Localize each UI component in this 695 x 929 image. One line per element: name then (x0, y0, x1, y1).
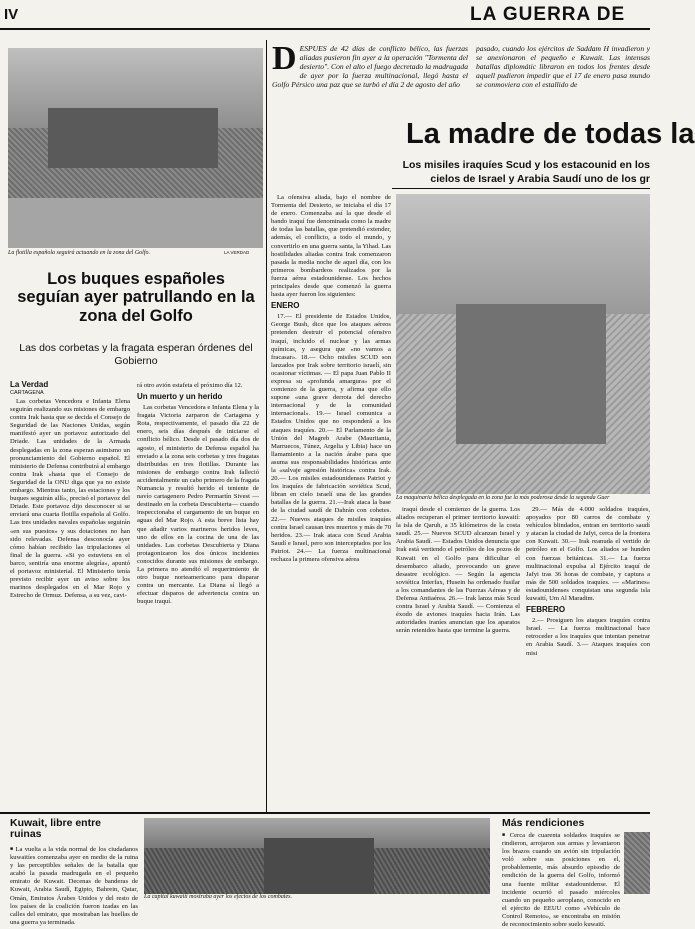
surrender-body (502, 832, 620, 929)
main-column-1 (271, 194, 391, 800)
spanish-fleet-credit: LA VERDAD (224, 250, 250, 255)
main-deck: Los misiles iraquíes Scud y los estacounid en los cielos de Israel y Arabia Saudí uno de los gr (402, 159, 650, 185)
surrender-body-text: ■ Cerca de cuarenta soldados iraquíes se rindieron, arrojaron sus armas y levantaron los brazos cuando un avión sin tripulación voló sobre sus posiciones en el, probablemente, más absurdo episodio de rendición de la guerra del Golfo, informó una fuente militar estadounidense. El incidente ocurrió el pasado miércoles cuando un pequeño aeroplano, conocido en el ejército de EEUU como «Vehículo de Control Remoto», se encontraba en misión de reconocimiento sobre suelo kuwaití. (502, 832, 620, 929)
spanish-fleet-caption: La flotilla española seguirá actuando en la zona del Golfo. (8, 250, 150, 256)
lead-intro-continued: pasado, cuando los ejércitos de Saddam H invadieron y se anexionaron el pequeño e Kuwait. Las intensas batallas diplomátic libraron en todos los frentes desde aquell pudieron impedir que el 17 de enero pasa mundo se conmoviera con el estallido de (476, 44, 650, 89)
kuwait-city-photo (144, 818, 490, 894)
kuwait-body-text: ■ La vuelta a la vida normal de los ciudadanos kuwaitíes comenzaba ayer en medio de la ruina y las perceptibles señales de la batalla que acabó la pasada madrugada en el pequeño emirato de Kuwait. Decenas de banderas de Kuwait, Arabia Saudí, Egipto, Bahrein, Qatar, Omán, Emiratos Árabes Unidos y del resto de los países de la coalición fueron izadas en las calles del emirato, que mostraban las huellas de una guerra ya terminada. (10, 846, 138, 927)
kuwait-headline: Kuwait, libre entre ruinas (10, 817, 102, 840)
spain-byline: La Verdad (10, 380, 49, 389)
surrender-headline: Más rendiciones (502, 817, 585, 829)
main-col1-text: La ofensiva aliada, bajo el nombre de Tormenta del Desierto, se iniciaba el día 17 de enero. Comenzaba así la que desde el bando iraquí fue denominada como la madre de todas las batallas, que pretendió extender, además, el conflicto, a todo el mundo, y convertirlo en una guerra santa, la Yihad. Las hostilidades aliadas contra Irak comenzaron pasada la media noche de aquel día, con los primeros bombardeos realizados por la fuerza aérea estadounidense. Los hechos principales desde que comenzó la guerra hasta ayer fueron los siguientes: (271, 194, 391, 299)
surrender-photo (624, 832, 650, 894)
section-title: LA GUERRA DE (470, 4, 626, 25)
main-col3-feb-text: 2.— Prosiguen los ataques iraquíes contra Israel. — La fuerza multinacional hace retroceder a los iraquíes que intentan penetrar en Arabia Saudí. 3.— Ataques iraquíes con misi (526, 617, 650, 657)
main-col1-events: 17.— El presidente de Estados Unidos, George Bush, dice que los ataques aéreos pretenden destruir el potencial ofensivo iraquí, incluido el nuclear y las armas químicas, y asegura que «no vamos a fracasar». 18.— Ocho misiles SCUD son lanzados por Irak sobre territorio israelí, sin ocasionar víctimas. — El papa Juan Pablo II expresa su «profunda amargura» por el comienzo de la guerra, y afirma que ello supone «una grave derrota del derecho internacional y de la comunidad internacional». 19.— Israel comunica a Estados Unidos que no responderá a los ataques iraquíes. 20.— El Parlamento de la Unión del Magreb Arabe (Mauritania, Marruecos, Túnez, Argelia y Libia) hace un llamamiento a la nación árabe para que asuma sus responsabilidades históricas ante la «salvaje agresión histórica» contra Irak. 20.— Los misiles estadounidenses Patriot y los iraquíes de fabricación soviética Scud, libran en cielo israelí una de las grandes batallas de la guerra. 21.—Irak ataca la base de la ciudad saudí de Dahrán con cohetes. 22.— Nuevos ataques de misiles iraquíes contra Israel causan tres muertos y más de 70 heridos. 23.— Irak ataca con Scud Arabia Saudí e Israel, pero son interceptados por los Patriot. 24.— La fuerza multinacional rechaza la primera ofensiva aérea (271, 313, 391, 564)
main-col2-text: iraquí desde el comienzo de la guerra. Los aliados recuperan el primer territorio kuwaití: la isla de Qaruh, a 35 kilómetros de la costa saudí. 25.— Nuevos SCUD alcanzan Israel y Arabia Saudí. — Estados Unidos denuncia que Irak está vertiendo el petróleo de los pozos de Kuwait en el Golfo para dificultar el desembarco aliado, provocando un grave desastre ecológico. — Según la agencia soviética Interfax, Husein ha ordenado fusilar a los comandantes de las Fuerzas Aéreas y de Defensa Antiaérea. 26.— Irak lanza más Scud contra Israel y Arabia Saudí. — Comienza el éxodo de aviones iraquíes hacia Irán. Las autoridades iraníes anuncian que los aparatos serán retenidos hasta que termine la guerra. (396, 506, 520, 635)
page-number: IV (4, 6, 19, 23)
war-machinery-caption: La maquinaria bélica desplegada en la zona fue la más poderosa desde la segunda Guer (396, 495, 610, 501)
left-column-divider (266, 40, 267, 812)
main-headline: La madre de todas la (406, 118, 695, 150)
main-col3-text: 29.— Más de 4.000 soldados iraquíes, apoyados por 80 carros de combate y vehículos blindados, entran en territorio saudí y atacan la ciudad de Jafyi, cerca de la frontera con Kuwait. 30.— Irak reanuda el vertido de petróleo en el Golfo. Los aliados se hunden con fuerzas británicas. 31.— La fuerza multinacional expulsa al Ejército iraquí de Jafyi tras 36 horas de combate, y captura a más de 500 soldados iraquíes. — «Marines» estadounidenses conquistan una segunda isla kuwaití, Um Al Maradim. (526, 506, 650, 603)
spain-column-2 (137, 382, 259, 802)
spain-dateline: CARTAGENA (10, 390, 44, 396)
lead-intro (272, 40, 468, 116)
lead-dropcap: D (272, 40, 297, 77)
spanish-fleet-photo (8, 48, 263, 248)
spain-col1-text: Las corbetas Vencedora e Infanta Elena seguirán realizando sus misiones de embargo contra Irak hasta que se decida el Consejo de Seguridad de las Naciones Unidas, según manifestó ayer un portavoz autorizado del Driade. Las unidades de la Armada desplegadas en la zona esperan asimismo un pronunciamiento del Gobierno español. El ministerio de Defensa contribuirá al embargo contra Irak «hasta que el Consejo de Seguridad de la ONU diga que ya no existe embargo. Mientras tanto, las estaciones y los buques seguirán allí», precisó el portavoz del Driade. Este portavoz dijo desconocer si se enviará una cuarta flotilla española al Golfo. Las tres unidades navales españolas seguirán «en sus puestos» y sus dotaciones no han sido relevadas. Defensa desconocía ayer cómo habían recibido las tripulaciones el final de la guerra. «Si yo estuviera en el barco, sentiría una enorme alegría», apuntó el portavoz ministerial. El Ministerio tenía previsto recibir ayer un aviso sobre los marinos desplegados en el Mar Rojo y Estrecho de Ormuz. Defensa, a su vez, cavi- (10, 398, 130, 600)
lead-intro-text: ESPUES de 42 días de conflicto bélico, las fuerzas aliadas pusieron fin ayer a la operación "Tormenta del desierto". Con el alto el fuego decretado la madrugada de ayer por la fuerza multinacional, llegó hasta el Golfo Pérsico una paz que se turbó el día 2 de agosto del año (272, 44, 468, 89)
kuwait-body (10, 846, 138, 926)
spain-col2-intro: rá otro avión estafeta el próximo día 12. (137, 382, 243, 389)
spain-deck: Las dos corbetas y la fragata esperan órdenes del Gobierno (19, 342, 253, 367)
spain-col2-subhead: Un muerto y un herido (137, 392, 223, 402)
main-column-3 (526, 506, 650, 800)
month-january: ENERO (271, 301, 300, 311)
main-deck-rule (392, 188, 650, 189)
war-machinery-photo (396, 194, 650, 494)
spain-col2-text: Las corbetas Vencedora e Infanta Elena y la fragata Victoria zarparon de Cartagena y Rota, respectivamente, el pasado día 22 de enero, seis días después de iniciarse el conflicto bélico. Desde el pasado día dos de agosto, el ministerio de Defensa español ha enviado a la zona seis corbetas y tres fragatas distribuidas en tres flotillas. Durante las misiones de embargo contra Irak falleció accidentalmente un cabo primero de la fragata Numancia y resultó herido el teniente de navío cartagenero Pedro Permartín Sivest —destinado en la corbeta Descubierta— cuando inspeccionaba el cargamento de un buque en aguas del Mar Rojo. A esta breve lista hay que añadir varios marineros heridos leves, uno de ellos en la cocina de una de las unidades. Las corbetas Descubierta y Diana protagonizaron los dos únicos incidentes conocidos durante sus misiones de embargo. La primera no atendió el requerimiento de otro buque norteamericano para disparar contra un mercante. La Diana sí llegó a efectuar disparos de advertencia contra un buque iraquí. (137, 404, 259, 606)
spain-headline: Los buques españoles seguían ayer patrullando en la zona del Golfo (17, 270, 255, 325)
main-column-2 (396, 506, 520, 800)
kuwait-city-caption: La capital kuwaití mostraba ayer los efectos de los combates. (144, 894, 292, 900)
masthead-rule (0, 28, 650, 30)
spain-column-1 (10, 398, 130, 802)
month-february: FEBRERO (526, 605, 566, 615)
bottom-section-rule (0, 812, 650, 814)
